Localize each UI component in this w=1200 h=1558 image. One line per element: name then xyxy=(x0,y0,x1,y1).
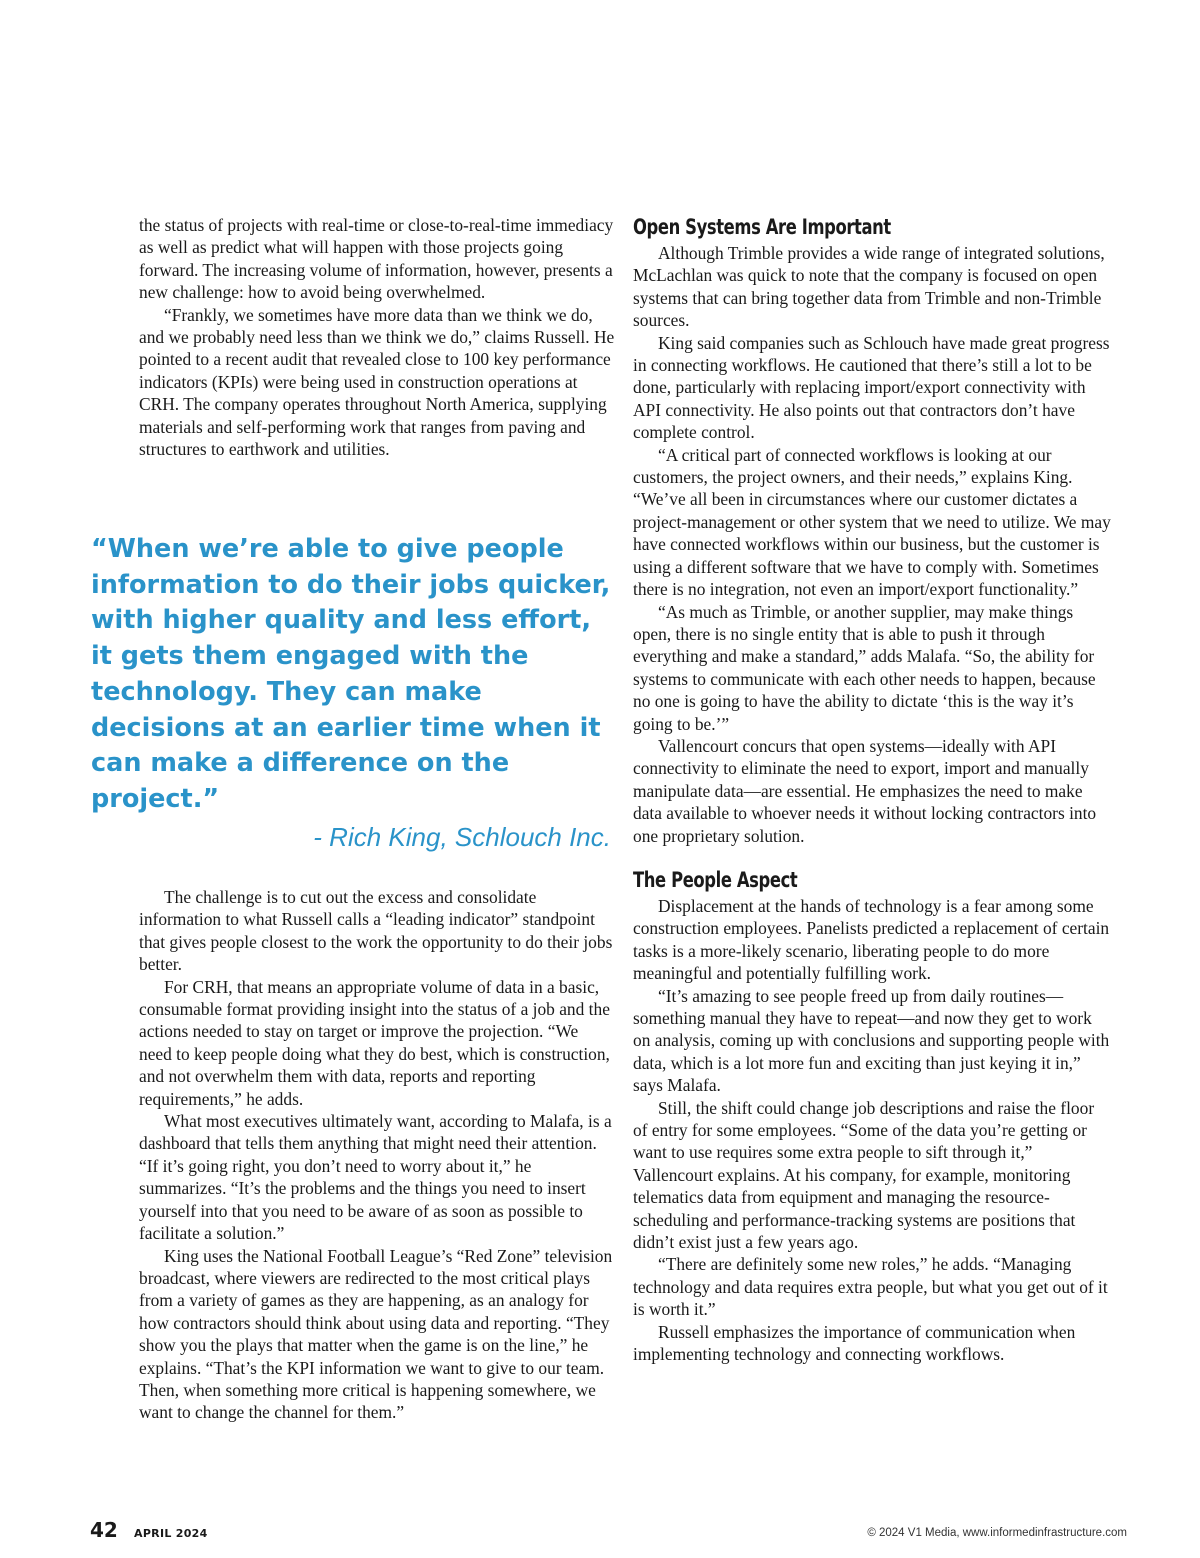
body-paragraph: Although Trimble provides a wide range of integrated solutions, McLachlan was quick to note that the company is focused on open systems that can bring together data from Trimble and non-Trimble sources. xyxy=(633,243,1105,331)
body-paragraph: Vallencourt concurs that open systems—ideally with API connectivity to eliminate the need to export, import and manually manipulate data—are essential. He emphasizes the need to make data available to whoever needs it without locking contractors into one proprietary solution. xyxy=(633,735,1097,846)
body-paragraph: “Frankly, we sometimes have more data than we think we do, and we probably need less than we think we do,” claims Russell. He pointed to a recent audit that revealed close to 100 key performance indicators (KPIs) were being used in construction operations at CRH. The company operates throughout North America, supplying materials and self-performing work that ranges from paving and structures to earthwork and utilities. xyxy=(139,304,615,460)
body-paragraph: Displacement at the hands of technology is a fear among some construction employees. Panelists predicted a replacement of certain tasks is a more-likely scenario, liberating people to do more meaningful and potentially fulfilling work. xyxy=(633,895,1110,984)
body-paragraph: Still, the shift could change job descriptions and raise the floor of entry for some employees. “Some of the data you’re getting or want to use requires some extra people to sift through it,” Vallencourt explains. At his company, for example, monitoring telematics data from equipment and managing the resource-scheduling and performance-tracking systems are positions that didn’t exist just a few years ago. xyxy=(633,1097,1095,1253)
page-number: 42 xyxy=(90,1518,118,1542)
body-paragraph: “A critical part of connected workflows is looking at our customers, the project owners, and their needs,” explains King. “We’ve all been in circumstances where our customer dictates a project-management or other system that we need to utilize. We may have connected workflows within our business, but the customer is using a different software that we have to comply with. Sometimes there is no integration, not even an import/export functionality.” xyxy=(633,444,1111,600)
body-paragraph: What most executives ultimately want, according to Malafa, is a dashboard that tells them anything that might need their attention. “If it’s going right, you don’t need to worry about it,” he summarizes. “It’s the problems and the things you need to insert yourself into that you need to be aware of as soon as possible to facilitate a solution.” xyxy=(139,1111,612,1244)
body-paragraph: King uses the National Football League’s “Red Zone” television broadcast, where viewers are redirected to the most critical plays from a variety of games as they are happening, as an analogy for how contractors should think about using data and reporting. “They show you the plays that matter when the game is on the line,” he explains. “That’s the KPI information we want to give to our team. Then, when something more critical is happening somewhere, we want to change the channel for them.” xyxy=(139,1245,613,1423)
body-paragraph: For CRH, that means an appropriate volume of data in a basic, consumable format providing insight into the status of a job and the actions needed to stay on target or improve the projection. “We need to keep people doing what they do best, which is construction, and not overwhelm them with data, reports and reporting requirements,” he adds. xyxy=(139,976,610,1109)
section-heading-people-aspect: The People Aspect xyxy=(633,867,798,892)
left-column-top xyxy=(139,214,615,460)
body-paragraph: the status of projects with real-time or close-to-real-time immediacy as well as predict what will happen with those projects going forward. The increasing volume of information, however, presents a new challenge: how to avoid being overwhelmed. xyxy=(139,215,614,303)
issue-date: APRIL 2024 xyxy=(134,1527,208,1540)
section-heading-open-systems: Open Systems Are Important xyxy=(633,215,891,239)
section-spacer xyxy=(633,847,1111,867)
body-paragraph: King said companies such as Schlouch have made great progress in connecting workflows. He cautioned that there’s still a lot to be done, particularly with replacing import/export connectivity with API connectivity. He also points out that contractors don’t have complete control. xyxy=(633,332,1110,443)
body-paragraph: “It’s amazing to see people freed up from daily routines—something manual they have to repeat—and now they get to work on analysis, coming up with conclusions and supporting people with data, which is a lot more fun and exciting than just keying it in,” says Malafa. xyxy=(633,985,1110,1096)
body-paragraph: Russell emphasizes the importance of communication when implementing technology and connecting workflows. xyxy=(633,1321,1076,1365)
pull-quote-text: “When we’re able to give people information to do their jobs quicker, with higher quality and less effort, it gets them engaged with the technology. They can make decisions at an earlier time when it can make a difference on the project.” xyxy=(91,534,611,814)
body-paragraph: “There are definitely some new roles,” he adds. “Managing technology and data requires extra people, but what you get out of it is worth it.” xyxy=(633,1254,1108,1320)
pull-quote xyxy=(91,532,611,854)
left-column-bottom xyxy=(139,886,615,1424)
copyright-notice: © 2024 V1 Media, www.informedinfrastructure.com xyxy=(867,1527,1127,1539)
body-paragraph: “As much as Trimble, or another supplier, may make things open, there is no single entity that is able to push it through everything and make a standard,” adds Malafa. “So, the ability for systems to communicate with each other needs to happen, because no one is going to have the ability to dictate ‘this is the way it’s going to be.’” xyxy=(633,601,1096,734)
body-paragraph: The challenge is to cut out the excess and consolidate information to what Russell calls a “leading indicator” standpoint that gives people closest to the work the opportunity to do their jobs better. xyxy=(139,887,613,975)
right-column xyxy=(633,214,1111,1366)
pull-quote-attribution: - Rich King, Schlouch Inc. xyxy=(313,821,611,852)
